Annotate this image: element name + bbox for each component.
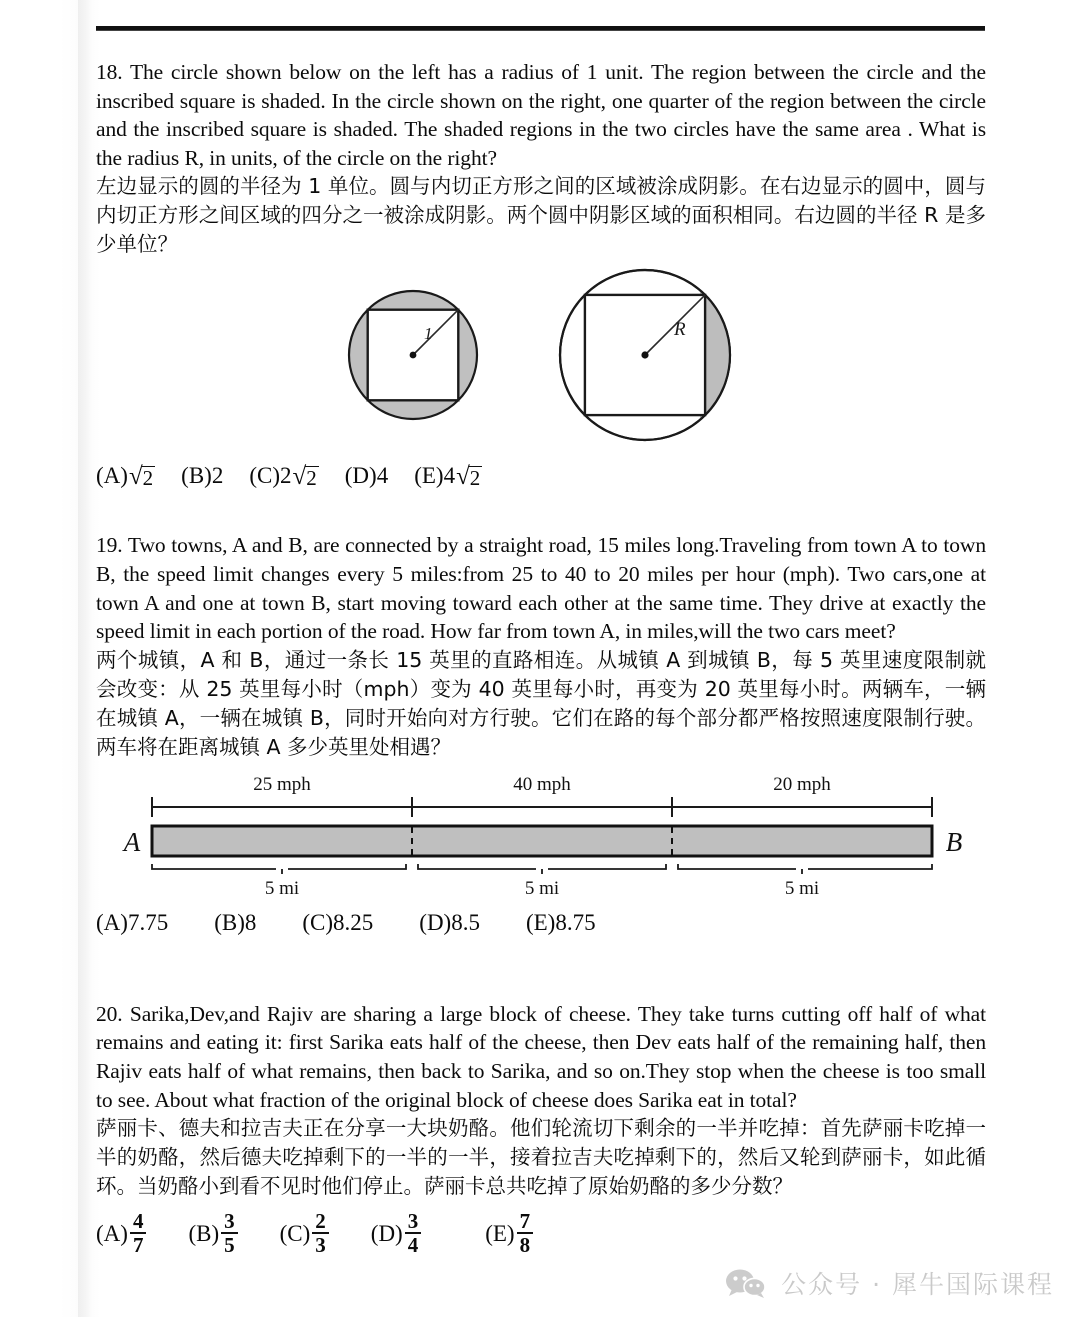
problem-19-choice-c[interactable] [302, 908, 373, 938]
choice-a-value: 7.75 [127, 909, 169, 935]
problem-20-choice-c[interactable] [280, 1211, 331, 1257]
page-edge-shadow [78, 0, 92, 1317]
choice-d-letter: (D) [370, 1221, 403, 1247]
problem-20 [96, 1000, 986, 1257]
problem-19-english-text: Two towns, A and B, are connected by a straight road, 15 miles long.Traveling from town A to town B, the speed limit changes every 5 miles:from 25 to 40 to 20 miles per hour (mph). Two cars,one at town A and one at town B, start moving toward each other at the same time. They drive at exactly the speed limit in each portion of the road. How far from town A, in miles,will the two cars meet? [96, 533, 987, 644]
left-center-dot [410, 352, 417, 359]
right-center-dot [641, 352, 648, 359]
fraction-numerator: 4 [132, 1209, 144, 1234]
choice-a-letter: (A) [96, 1221, 128, 1247]
choice-a-letter: (A) [96, 909, 128, 935]
left-circle-group [349, 291, 477, 419]
choice-c-sqrt: √ 2 [292, 462, 317, 490]
fraction-denominator: 3 [312, 1232, 329, 1256]
problem-20-choice-d[interactable] [371, 1211, 423, 1257]
problem-18-english [96, 58, 986, 172]
problem-19-choice-d[interactable] [419, 908, 480, 938]
problem-19-chinese: 两个城镇，A 和 B，通过一条长 15 英里的直路相连。从城镇 A 到城镇 B，每 5 英里速度限制就会改变：从 25 英里每小时（mph）变为 40 英里每小时，再变为 20 英里每小时。两辆车，一辆在城镇 A，一辆在城镇 B，同时开始向对方行驶。它们在路的每个部分都严格按照速度限制行驶。两车将在距离城镇 A 多少英里处相遇？ [96, 647, 986, 759]
choice-b-fraction [221, 1210, 238, 1256]
choice-c-fraction [312, 1210, 329, 1256]
distance-label-segment-2: 5 mi [524, 877, 560, 899]
town-b-label: B [945, 826, 963, 857]
problem-20-chinese: 萨丽卡、德夫和拉吉夫正在分享一大块奶酪。他们轮流切下剩余的一半并吃掉：首先萨丽卡吃掉一半的奶酪，然后德夫吃掉剩下的一半的一半，接着拉吉夫吃掉剩下的，然后又轮到萨丽卡，如此循环。当奶酪小到看不见时他们停止。萨丽卡总共吃掉了原始奶酪的多少分数？ [96, 1116, 986, 1199]
choice-c-letter: (C) [279, 1221, 311, 1247]
problem-18-number: 18. [96, 60, 123, 84]
wechat-bubbles-icon [725, 1268, 767, 1298]
fraction-numerator: 7 [519, 1209, 531, 1234]
choice-e-value: 8.75 [555, 909, 596, 935]
distance-label-segment-1: 5 mi [264, 877, 300, 899]
town-a-label: A [123, 826, 141, 857]
problem-18-english-text: The circle shown below on the left has a radius of 1 unit. The region between the circle and the inscribed square is shaded. In the circle shown on the right, one quarter of the region between the circle and the inscribed square is shaded. The shaded regions in the two circles have the same area . What is the radius R, in units, of the circle on the right? [96, 60, 986, 170]
header-divider-rule [96, 26, 985, 31]
two-circles-figure-svg [96, 259, 986, 464]
problem-20-english [96, 1000, 986, 1114]
problem-20-choice-b[interactable] [188, 1211, 239, 1257]
choice-b-letter: (B) [214, 909, 245, 935]
fraction-denominator: 5 [221, 1232, 238, 1256]
choice-c-value: 8.25 [333, 909, 374, 935]
choice-b-value: 8 [244, 909, 257, 935]
choice-d-fraction [405, 1210, 422, 1256]
choice-e-letter: (E) [485, 1221, 515, 1247]
fraction-numerator: 3 [407, 1209, 419, 1234]
problem-19-english [96, 531, 986, 645]
choice-e-letter: (E) [525, 909, 556, 935]
choice-a-sqrt: √ 2 [128, 462, 154, 490]
road-bar [152, 826, 932, 856]
problem-18-choice-e[interactable]: (E) 4 √ 2 [414, 462, 481, 490]
choice-c-letter: (C) [302, 909, 334, 935]
problem-19-number: 19. [96, 533, 123, 558]
problem-19-choices [96, 908, 986, 938]
fraction-numerator: 3 [224, 1209, 235, 1234]
problem-20-choice-a[interactable] [96, 1211, 148, 1257]
choice-a-fraction [130, 1210, 147, 1256]
choice-d-value: 4 [376, 463, 389, 489]
road-bottom-braces [152, 864, 932, 874]
choice-e-letter: (E) [414, 463, 444, 489]
choice-d-letter: (D) [419, 909, 452, 935]
choice-b-letter: (B) [188, 1221, 220, 1247]
problem-19 [96, 531, 986, 937]
choice-b-value: 2 [211, 463, 224, 489]
choice-b-letter: (B) [181, 463, 212, 489]
left-radius-label: 1 [424, 324, 433, 344]
problem-20-choices [96, 1211, 986, 1257]
road-top-axis [152, 797, 932, 817]
footer-watermark [725, 1265, 1054, 1301]
problem-18-chinese: 左边显示的圆的半径为 1 单位。圆与内切正方形之间的区域被涂成阴影。在右边显示的圆中，圆与内切正方形之间区域的四分之一被涂成阴影。两个圆中阴影区域的面积相同。右边圆的半径 R 是多少单位？ [96, 174, 986, 257]
choice-e-fraction [517, 1210, 534, 1256]
problem-18-choice-c[interactable]: (C) 2 √ 2 [249, 462, 317, 490]
right-circle-group [560, 270, 730, 440]
problem-18-figure [96, 259, 986, 469]
choice-e-sqrt: √ 2 [456, 462, 481, 490]
fraction-denominator: 8 [517, 1232, 534, 1256]
speed-label-segment-2: 40 mph [513, 773, 571, 795]
speed-label-segment-3: 20 mph [773, 773, 831, 795]
problem-19-figure [96, 774, 986, 902]
right-radius-label: R [674, 319, 686, 341]
speed-label-segment-1: 25 mph [253, 773, 311, 795]
choice-c-letter: (C) [249, 463, 281, 489]
problem-19-choice-a[interactable] [96, 908, 168, 938]
footer-watermark-text: 公众号 · 犀牛国际课程 [781, 1270, 1054, 1299]
fraction-numerator: 2 [315, 1209, 326, 1234]
problem-20-choice-e[interactable] [485, 1211, 535, 1257]
choice-d-letter: (D) [344, 463, 377, 489]
distance-label-segment-3: 5 mi [784, 877, 820, 899]
problem-20-english-text: Sarika,Dev,and Rajiv are sharing a large block of cheese. They take turns cutting off half of what remains and eating it: first Sarika eats half of the cheese, then Dev eats half of the remaining half, then Rajiv eats half of what remains, then back to Sarika, and so on.They stop when the cheese is too small to see. About what fraction of the original block of cheese does Sarika eat in total? [96, 1001, 986, 1112]
fraction-denominator: 4 [405, 1232, 422, 1256]
road-diagram-svg [96, 774, 986, 899]
problem-19-choice-e[interactable] [526, 908, 596, 938]
fraction-denominator: 7 [130, 1232, 147, 1256]
problem-18 [96, 58, 986, 491]
problem-19-choice-b[interactable] [214, 908, 256, 938]
choice-d-value: 8.5 [451, 909, 480, 935]
choice-a-letter: (A) [96, 463, 128, 489]
problem-20-number: 20. [96, 1001, 123, 1026]
page-content [96, 58, 986, 1257]
